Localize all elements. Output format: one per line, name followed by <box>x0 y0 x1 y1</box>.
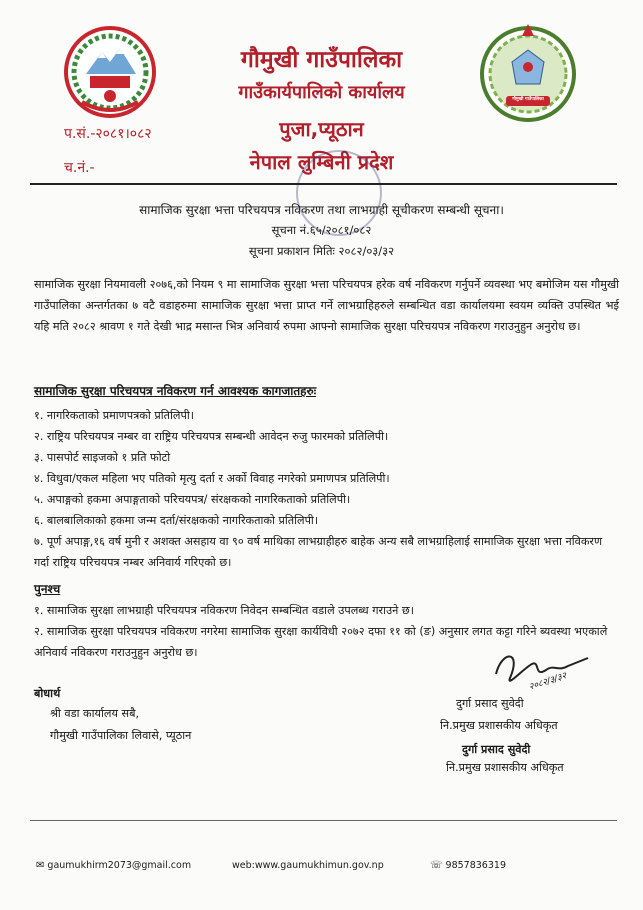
notice-published-date: सूचना प्रकाशन मितिः २०८२/०३/३२ <box>248 244 395 258</box>
notice-subject: सामाजिक सुरक्षा भत्ता परिचयपत्र नविकरण तथा लाभग्राही सूचीकरण सम्बन्धी सूचना। <box>139 203 504 217</box>
handwritten-signature <box>488 644 598 694</box>
list-item: २. सामाजिक सुरक्षा परिचयपत्र नविकरण नगरेमा सामाजिक सुरक्षा कार्यविधी २०७२ दफा ११ को (ङ) अनुसार लगत कट्टा गरिने ब्यवस्था भएकाले अनिवार्य नविकरण गराउनुहुन अनुरोध छ। <box>34 625 608 659</box>
municipality-logo <box>478 22 578 126</box>
cc-line-1: श्री वडा कार्यालय सबै, <box>50 707 140 720</box>
list-item: ६. बालबालिकाको हकमा जन्म दर्ता/संरक्षकको नागरिकताको प्रतिलिपी। <box>34 514 319 527</box>
list-item: ३. पासपोर्ट साइजको १ प्रति फोटो <box>34 451 171 464</box>
cc-heading: बोधार्थ <box>34 687 61 700</box>
footer-email[interactable] <box>36 860 191 871</box>
list-item: १. सामाजिक सुरक्षा लाभग्राही परिचयपत्र नविकरण निवेदन सम्बन्धित वडाले उपलब्ध गराउने छ। <box>34 604 414 617</box>
reference-number: प.सं.-२०८१।०८२ <box>64 126 152 142</box>
list-item: ५. अपाङ्गको हकमा अपाङ्गताको परिचयपत्र/ संरक्षकको नागरिकताको प्रतिलिपी। <box>34 493 351 506</box>
list-item: २. राष्ट्रिय परिचयपत्र नम्बर वा राष्ट्रिय परिचयपत्र सम्बन्धी आवेदन रुजु फारमको प्रतिलिपी। <box>34 430 389 443</box>
list-item: ४. विधुवा/एकल महिला भए पतिको मृत्यु दर्ता र अर्को विवाह नगरेको प्रमाणपत्र प्रतिलिपी। <box>34 472 390 485</box>
notice-number: सूचना नं.६५/२०८१/०८२ <box>271 223 372 237</box>
footer-phone[interactable] <box>430 860 506 871</box>
documents-heading: सामाजिक सुरक्षा परिचयपत्र नविकरण गर्न आवश्यक कागजातहरुः <box>34 384 317 398</box>
email-text: gaumukhirm2073@gmail.com <box>47 860 192 871</box>
addendum-heading: पुनश्च <box>34 582 61 596</box>
signatory-name: दुर्गा प्रसाद सुवेदी <box>456 697 524 710</box>
cc-line-2: गौमुखी गाउँपालिका लिवासे, प्यूठान <box>50 729 192 742</box>
stamp-name: दुर्गा प्रसाद सुवेदी <box>462 743 531 756</box>
signatory-title: नि.प्रमुख प्रशासकीय अधिकृत <box>440 719 558 732</box>
notice-body: सामाजिक सुरक्षा नियमावली २०७६,को नियम ९ मा सामाजिक सुरक्षा भत्ता परिचयपत्र हरेक वर्ष नविकरण गर्नुपर्ने व्यवस्था भए बमोजिम यस गौमुखी गाउँपालिका अन्तर्गतका ७ वटै वडाहरुमा सामाजिक सुरक्षा भत्ता प्राप्त गर्ने लाभग्राहिहरुले सम्बन्धित वडा कार्यालयमा स्वयम व्यक्ति उपस्थित भई यहि मति २०८२ श्रावण १ गते देखी भाद्र मसान्त भित्र अनिवार्य रुपमा आफ्नो सामाजिक सुरक्षा परिचयपत्र नविकरण गराउनुहुन अनुरोध छ। <box>34 278 619 333</box>
phone-text: 9857836319 <box>445 860 506 871</box>
org-name: गौमुखी गाउँपालिका <box>240 47 403 73</box>
dispatch-number: च.नं.- <box>64 160 95 176</box>
header-divider <box>30 183 617 185</box>
list-item: १. नागरिकताको प्रमाणपत्रको प्रतिलिपी। <box>34 409 194 422</box>
documents-list <box>34 405 619 573</box>
phone-icon: ☏ <box>430 860 443 871</box>
footer-web[interactable]: web:www.gaumukhimun.gov.np <box>232 860 384 871</box>
office-name: गाउँकार्यपालिको कार्यालय <box>238 82 405 103</box>
mail-icon: ✉ <box>36 860 45 871</box>
handwritten-date: २०८२/३/३२ <box>527 671 568 693</box>
logo-caption: गौमुखी गाउँपालिका <box>512 97 544 102</box>
stamp-title: नि.प्रमुख प्रशासकीय अधिकृत <box>446 761 564 774</box>
footer-divider <box>30 820 617 821</box>
list-item: ७. पूर्ण अपाङ्ग,१६ वर्ष मुनी र अशक्त असहाय वा ९० वर्ष माथिका लाभग्राहीहरु बाहेक अन्य सबै लाभग्राहिलाई सामाजिक सुरक्षा भत्ता नविकरण गर्दा राष्ट्रिय परिचयपत्र नम्बर अनिवार्य गरिएको छ। <box>34 535 603 569</box>
location: पुजा,प्यूठान <box>279 117 364 141</box>
province: नेपाल लुम्बिनी प्रदेश <box>249 150 394 174</box>
